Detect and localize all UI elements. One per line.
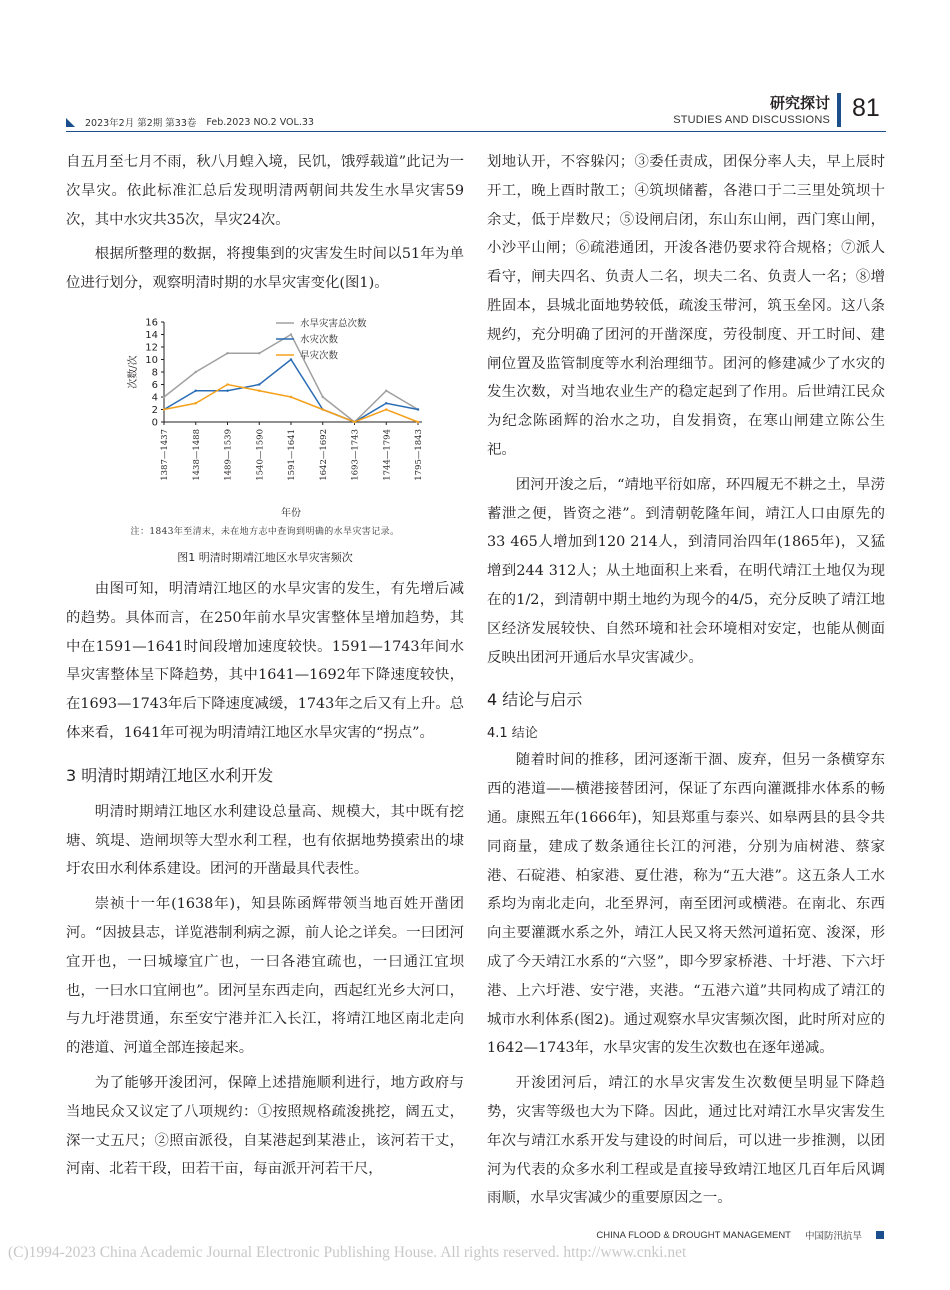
paragraph: 为了能够开浚团河，保障上述措施顺利进行，地方政府与当地民众又议定了八项规约：①按照规格疏浚挑挖，阔五丈，深一丈五尺；②照亩派役，自某港起到某港止，该河若干丈，河南、北若干段，田若干亩，每亩派开河若干尺， xyxy=(66,1074,464,1178)
page-number: 81 xyxy=(852,94,880,122)
legend-label: 水灾次数 xyxy=(300,334,339,346)
series-line xyxy=(164,334,418,422)
paragraph: 崇祯十一年(1638年)，知县陈函辉带领当地百姓开凿团河。“因披县志，详览港制利病之源，前人论之详矣。一曰团河宜开也，一曰城壕宜广也，一曰各港宜疏也，一曰通江宜坝也，一曰水口宜闸也”。团河呈东西走向，西起红光乡大河口，与九圩港贯通，东至安宁港并汇入长江，将靖江地区南北走向的港道、河道全部连接起来。 xyxy=(66,896,464,1057)
y-tick-label: 8 xyxy=(151,367,158,379)
data-point xyxy=(290,358,292,360)
y-tick-label: 0 xyxy=(151,417,158,429)
paragraph: 自五月至七月不雨，秋八月蝗入境，民饥，饿殍载道”此记为一次旱灾。依此标准汇总后发现明清两朝间共发生水旱灾害59次，其中水灾共35次，旱灾24次。 xyxy=(66,154,464,228)
data-point xyxy=(385,390,387,392)
paragraph: 划地认开，不容躲闪；③委任责成，团保分率人夫，早上辰时开工，晚上酉时散工；④筑坝储蓄，各港口于二三里处筑坝十余丈，低于岸数尺；⑤设闸启闭，东山东山闸，西门寒山闸，小沙平山闸；⑥疏港通团，开浚各港仍要求符合规格；⑦派人看守，闸夫四名、负责人二名，坝夫二名、负责人一名；⑧增胜固本，县城北面地势较低，疏浚玉带河，筑玉垒冈。这八条规约，充分明确了团河的开凿深度，劳役制度、开工时间、建闸位置及监管制度等水利治理细节。团河的修建减少了水灾的发生次数，对当地农业生产的稳定起到了作用。后世靖江民众为纪念陈函辉的治水之功，自发捐资，在寒山闸建立陈公生祀。 xyxy=(487,154,885,458)
journal-cn: 中国防汛抗旱 xyxy=(804,1231,862,1242)
disaster-frequency-chart xyxy=(66,306,464,521)
data-point xyxy=(353,421,355,423)
x-tick-label: 1540—1590 xyxy=(255,428,266,481)
data-point xyxy=(226,383,228,385)
triangle-icon xyxy=(66,118,75,127)
paragraph: 开浚团河后，靖江的水旱灾害发生次数便呈明显下降趋势，灾害等级也大为下降。因此，通过比对靖江水旱灾害发生年次与靖江水系开发与建设的时间后，可以进一步推测，以团河为代表的众多水利工程或是直接导致靖江地区几百年后风调雨顺，水旱灾害减少的重要原因之一。 xyxy=(487,1075,885,1207)
paragraph: 随着时间的推移，团河逐渐干涸、废弃，但另一条横穿东西的港道——横港接替团河，保证了东西向灌溉排水体系的畅通。康熙五年(1666年)，知县郑重与泰兴、如皋两县的县令共同商量，建成了数条通往长江的河港，分别为庙树港、蔡家港、石碇港、柏家港、夏仕港，称为“五大港”。这五条人工水系均为南北走向，北至界河，南至团河或横港。在南北、东西向主要灌溉水系之外，靖江人民又将天然河道拓宽、浚深，形成了今天靖江水系的“六竖”，即今罗家桥港、十圩港、下六圩港、上六圩港、安宁港，夹港。“五港六道”共同构成了靖江的城市水利体系(图2)。通过观察水旱灾害频次图，此时所对应的1642—1743年，水旱灾害的发生次数也在逐年递减。 xyxy=(487,752,885,1057)
header-bar xyxy=(837,93,841,127)
data-point xyxy=(385,408,387,410)
y-tick-label: 14 xyxy=(145,329,158,341)
y-tick-label: 10 xyxy=(145,354,158,366)
y-tick-label: 2 xyxy=(151,404,158,416)
data-point xyxy=(226,390,228,392)
right-column xyxy=(487,148,885,1219)
data-point xyxy=(290,396,292,398)
data-point xyxy=(417,408,419,410)
figure-caption: 图1 明清时期靖江地区水旱灾害频次 xyxy=(177,550,353,564)
paragraph: 由图可知，明清靖江地区的水旱灾害的发生，有先增后减的趋势。具体而言，在250年前水旱灾害整体呈增加趋势，其中在1591—1641时间段增加速度较快。1591—1743年间水旱灾害整体呈下降趋势，其中1641—1692年下降速度较快，在1693—1743年后下降速度减缓，1743年之后又有上升。总体来看，1641年可视为明清靖江地区水旱灾害的“拐点”。 xyxy=(66,580,464,741)
data-point xyxy=(258,352,260,354)
left-column xyxy=(66,148,464,1190)
x-tick-label: 1591—1641 xyxy=(287,428,297,481)
data-point xyxy=(322,396,324,398)
data-point xyxy=(226,352,228,354)
issue-cn: 2023年2月 第2期 第33卷 xyxy=(85,118,197,129)
y-tick-label: 16 xyxy=(145,317,158,329)
data-point xyxy=(163,408,165,410)
journal-en: CHINA FLOOD & DROUGHT MANAGEMENT xyxy=(596,1229,791,1241)
paragraph: 团河开浚之后，“靖地平衍如席，环四履无不耕之土，旱涝蓄泄之便，皆资之港”。到清朝乾隆年间，靖江人口由原先的33 465人增加到120 214人，到清同治四年(1865年)，又猛增到244 312人；从土地面积上来看，在明代靖江土地仅为现在的1/2，到清朝中期土地约为现今的4/5，充分反映了靖江地区经济发展较快、自然环境和社会环境相对安定，也能从侧面反映出团河开通后水旱灾害减少。 xyxy=(487,476,885,666)
y-axis-label: 次数/次 xyxy=(128,355,139,389)
section-heading: 4 结论与启示 xyxy=(487,690,583,710)
x-tick-label: 1387—1437 xyxy=(160,428,170,481)
data-point xyxy=(258,390,260,392)
running-footer xyxy=(596,1228,884,1242)
square-icon xyxy=(876,1231,884,1239)
x-tick-label: 1693—1743 xyxy=(350,428,361,481)
legend-label: 旱灾次数 xyxy=(300,350,339,362)
paragraph: 明清时期靖江地区水利建设总量高、规模大，其中既有挖塘、筑堤、造闸坝等大型水利工程，也有依据地势摸索出的埭圩农田水利体系建设。团河的开凿最具代表性。 xyxy=(66,803,464,878)
section-heading: 3 明清时期靖江地区水利开发 xyxy=(66,765,274,785)
paragraph: 根据所整理的数据，将搜集到的灾害发生时间以51年为单位进行划分，观察明清时期的水旱灾害变化(图1)。 xyxy=(66,246,464,292)
x-tick-label: 1795—1843 xyxy=(414,428,424,481)
y-tick-label: 4 xyxy=(151,392,158,404)
figure-note: 注：1843年至清末，未在地方志中查询到明确的水旱灾害记录。 xyxy=(130,526,400,537)
data-point xyxy=(195,371,197,373)
legend-label: 水旱灾害总次数 xyxy=(300,318,367,330)
data-point xyxy=(290,333,292,335)
x-tick-label: 1489—1539 xyxy=(223,428,234,481)
x-tick-label: 1744—1794 xyxy=(382,428,393,481)
y-tick-label: 12 xyxy=(145,342,158,354)
running-header-issue xyxy=(66,115,314,129)
y-tick-label: 6 xyxy=(151,379,158,391)
data-point xyxy=(163,396,165,398)
data-point xyxy=(195,402,197,404)
figure-1 xyxy=(66,306,464,567)
x-tick-label: 1438—1488 xyxy=(191,428,202,481)
data-point xyxy=(417,421,419,423)
data-point xyxy=(195,390,197,392)
x-tick-label: 1642—1692 xyxy=(318,428,329,481)
data-point xyxy=(385,402,387,404)
issue-en: Feb.2023 NO.2 VOL.33 xyxy=(206,116,314,128)
header-rule xyxy=(66,131,886,132)
data-point xyxy=(322,408,324,410)
data-point xyxy=(258,383,260,385)
subsection-heading: 4.1 结论 xyxy=(487,726,538,742)
section-title: 研究探讨 xyxy=(769,94,830,112)
copyright-watermark: (C)1994-2023 China Academic Journal Electronic Publishing House. All rights reserved. http://www.cnki.net xyxy=(8,1244,687,1261)
x-axis-label: 年份 xyxy=(281,507,301,519)
section-subtitle: STUDIES AND DISCUSSIONS xyxy=(673,114,830,126)
